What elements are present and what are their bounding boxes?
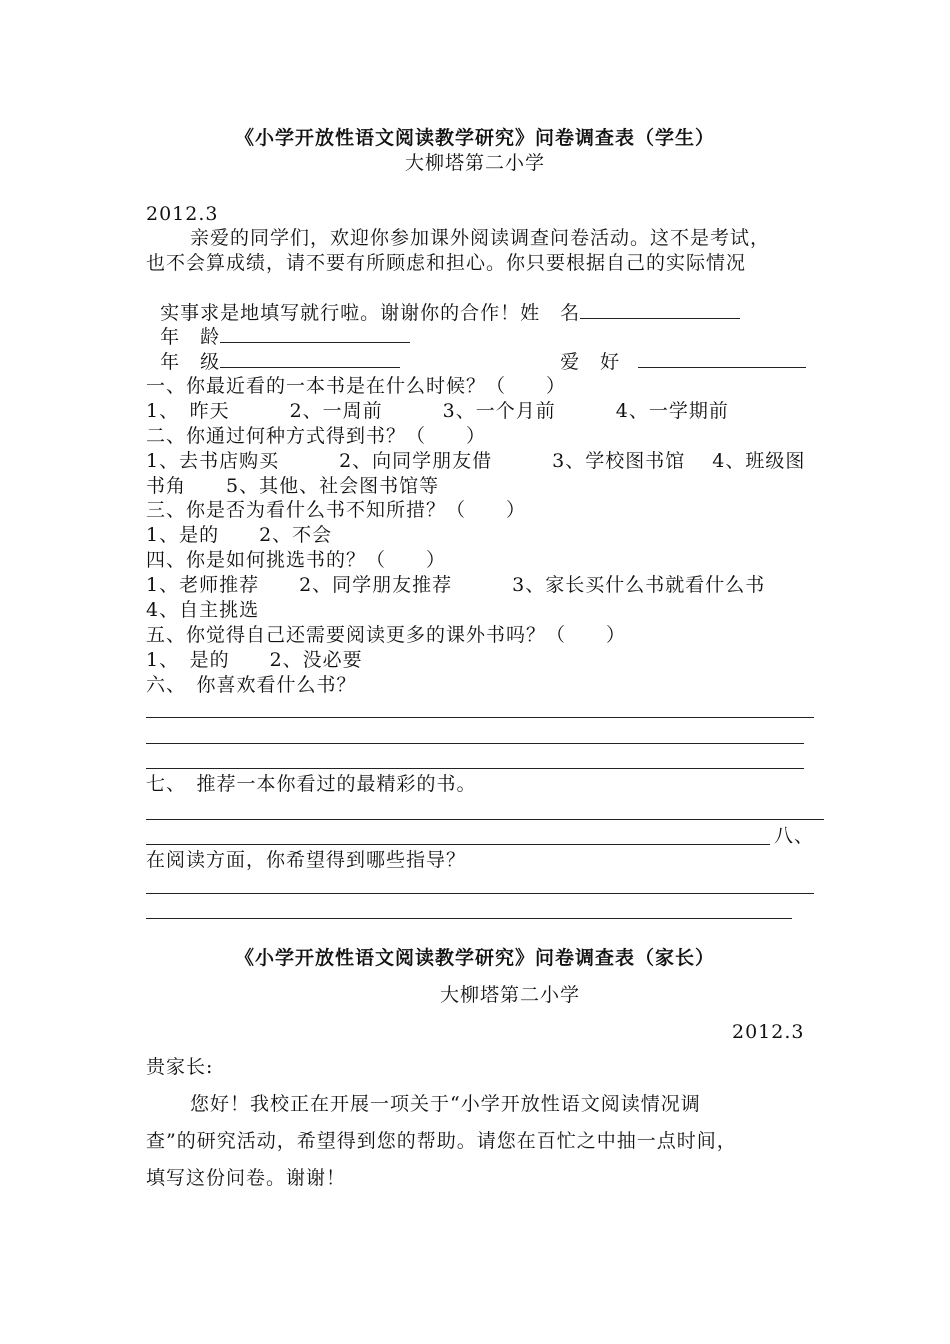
student-school: 大柳塔第二小学 <box>404 152 545 174</box>
answer-line[interactable] <box>146 768 804 769</box>
question-1-options: 1、 昨天 2、一周前 3、一个月前 4、一学期前 <box>146 400 729 422</box>
grade-label: 年 级 <box>160 351 221 373</box>
hobby-label: 爱 好 <box>560 351 621 373</box>
answer-line[interactable] <box>146 893 814 894</box>
answer-line[interactable] <box>146 743 804 744</box>
question-1: 一、你最近看的一本书是在什么时候？（ ） <box>146 375 567 397</box>
question-3-options: 1、是的 2、不会 <box>146 524 333 546</box>
parent-body-line-2: 查”的研究活动，希望得到您的帮助。请您在百忙之中抽一点时间， <box>146 1130 737 1152</box>
intro-text: 实事求是地填写就行啦。谢谢你的合作！ <box>160 302 521 324</box>
answer-line[interactable] <box>146 844 770 845</box>
question-6: 六、 你喜欢看什么书？ <box>146 674 357 696</box>
question-5: 五、你觉得自己还需要阅读更多的课外书吗？（ ） <box>146 624 627 646</box>
question-2: 二、你通过何种方式得到书？（ ） <box>146 425 487 447</box>
answer-line[interactable] <box>146 918 792 919</box>
grade-field[interactable] <box>220 349 400 368</box>
student-title: 《小学开放性语文阅读教学研究》问卷调查表（学生） <box>234 127 715 149</box>
name-label: 姓 名 <box>520 302 581 324</box>
student-intro-line-2: 也不会算成绩，请不要有所顾虑和担心。你只要根据自己的实际情况 <box>146 252 747 274</box>
parent-body-line-3: 填写这份问卷。谢谢！ <box>146 1167 347 1189</box>
parent-body-line-1: 您好！我校正在开展一项关于“小学开放性语文阅读情况调 <box>190 1093 701 1115</box>
question-2-options-2: 书角 5、其他、社会图书馆等 <box>146 475 440 497</box>
question-8-prefix: 八、 <box>774 825 815 847</box>
parent-date: 2012.3 <box>732 1021 805 1043</box>
parent-title: 《小学开放性语文阅读教学研究》问卷调查表（家长） <box>234 947 715 969</box>
grade-row <box>146 325 400 374</box>
age-label: 年 龄 <box>160 326 221 348</box>
question-7: 七、 推荐一本你看过的最精彩的书。 <box>146 773 477 795</box>
name-field[interactable] <box>580 300 740 319</box>
question-2-options-1: 1、去书店购买 2、向同学朋友借 3、学校图书馆 4、班级图 <box>146 450 806 472</box>
question-4-options-2: 4、自主挑选 <box>146 599 260 621</box>
parent-salutation: 贵家长: <box>146 1056 214 1078</box>
student-date: 2012.3 <box>146 203 219 225</box>
hobby-field[interactable] <box>638 349 806 368</box>
question-8: 在阅读方面，你希望得到哪些指导？ <box>146 849 467 871</box>
student-intro-line-1: 亲爱的同学们，欢迎你参加课外阅读调查问卷活动。这不是考试， <box>190 227 771 249</box>
parent-school: 大柳塔第二小学 <box>440 984 581 1006</box>
question-3: 三、你是否为看什么书不知所措？（ ） <box>146 499 527 521</box>
hobby-row <box>546 325 806 374</box>
answer-line[interactable] <box>146 819 824 820</box>
question-5-options: 1、 是的 2、没必要 <box>146 649 363 671</box>
question-4-options-1: 1、老师推荐 2、同学朋友推荐 3、家长买什么书就看什么书 <box>146 574 766 596</box>
answer-line[interactable] <box>146 717 814 718</box>
question-4: 四、你是如何挑选书的？（ ） <box>146 549 447 571</box>
